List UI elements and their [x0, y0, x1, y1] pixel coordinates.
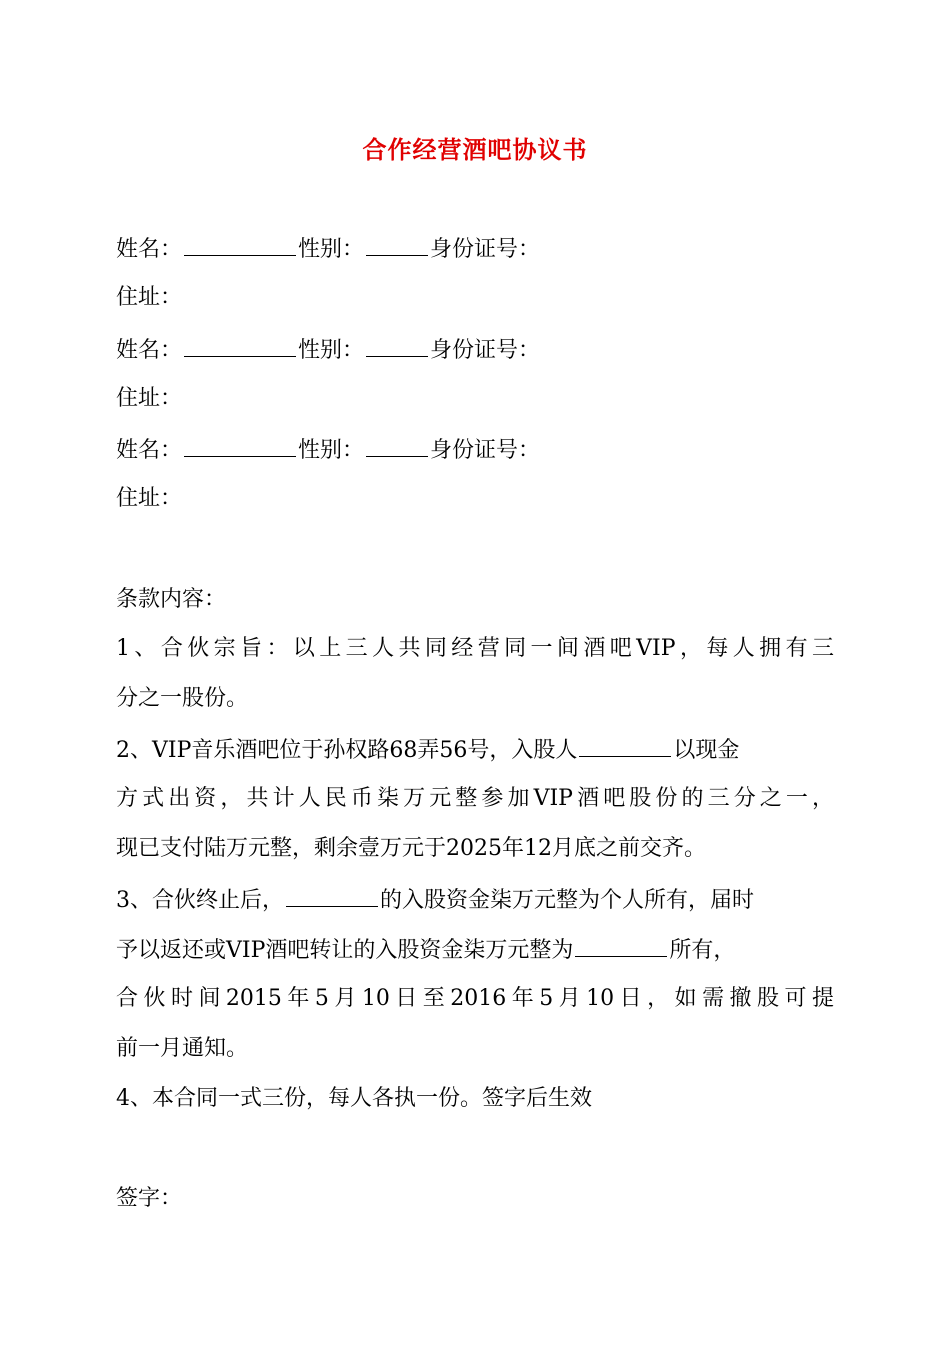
id-label: 身份证号：	[430, 438, 541, 463]
party-1-address-row	[116, 283, 182, 313]
clause-text: 2、VIP音乐酒吧位于孙权路68弄56号，入股人	[116, 738, 578, 763]
document-title: 合作经营酒吧协议书	[362, 135, 588, 164]
gender-label: 性别：	[298, 338, 365, 363]
clause-line: 方式出资，共计人民币柒万元整参加VIP酒吧股份的三分之一，	[116, 786, 834, 811]
gender-blank	[366, 233, 428, 256]
name-blank	[184, 233, 296, 256]
name-blank	[184, 434, 296, 457]
clause-line	[116, 884, 754, 916]
name-label: 姓名：	[116, 338, 183, 363]
clause-text: 予以返还或VIP酒吧转让的入股资金柒万元整为	[116, 938, 574, 963]
clause-text: 3、合伙终止后，	[116, 888, 284, 913]
signature-label: 签字：	[116, 1186, 183, 1211]
recipient-blank	[575, 934, 667, 957]
name-label: 姓名：	[116, 237, 183, 262]
clause-line: 合伙时间2015年5月10日至2016年5月10日，如需撤股可提	[116, 986, 834, 1011]
clause-text: 的入股资金柒万元整为个人所有，届时	[380, 888, 755, 913]
address-label: 住址：	[116, 285, 183, 310]
party-1-row	[116, 233, 540, 265]
gender-label: 性别：	[298, 438, 365, 463]
address-label: 住址：	[116, 486, 183, 511]
owner-blank	[286, 884, 378, 907]
gender-blank	[366, 434, 428, 457]
gender-blank	[366, 334, 428, 357]
party-2-row	[116, 334, 540, 366]
clause-line: 现已支付陆万元整，剩余壹万元于2025年12月底之前交齐。	[116, 836, 706, 861]
id-label: 身份证号：	[430, 237, 541, 262]
name-label: 姓名：	[116, 438, 183, 463]
name-blank	[184, 334, 296, 357]
terms-header: 条款内容：	[116, 587, 227, 612]
address-label: 住址：	[116, 386, 183, 411]
clause-line: 前一月通知。	[116, 1036, 249, 1061]
clause-text: 以现金	[673, 738, 740, 763]
clause-line	[116, 734, 739, 766]
party-3-address-row	[116, 484, 182, 514]
party-3-row	[116, 434, 540, 466]
clause-line: 分之一股份。	[116, 686, 249, 711]
clause-text: 所有，	[669, 938, 736, 963]
id-label: 身份证号：	[430, 338, 541, 363]
clause-line: 4、本合同一式三份，每人各执一份。签字后生效	[116, 1086, 592, 1111]
investor-blank	[579, 734, 671, 757]
party-2-address-row	[116, 384, 182, 414]
clause-line: 1、合伙宗旨：以上三人共同经营同一间酒吧VIP，每人拥有三	[116, 636, 834, 661]
clause-line	[116, 934, 735, 966]
gender-label: 性别：	[298, 237, 365, 262]
